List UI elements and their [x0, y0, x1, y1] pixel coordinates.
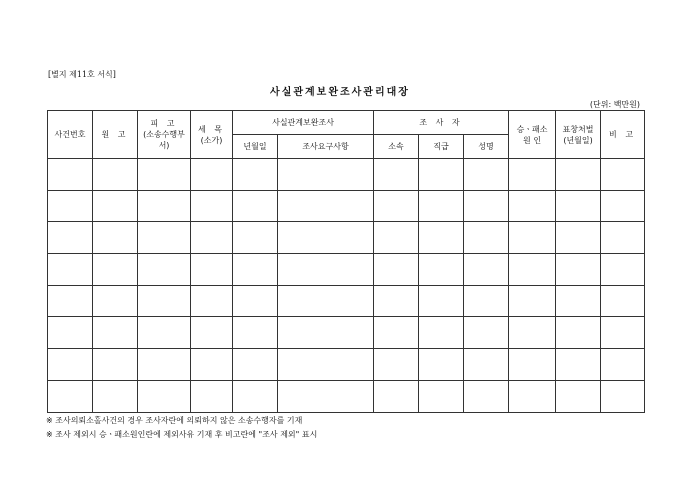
header-commendation-line2: (년월일): [563, 135, 593, 145]
table-row: [48, 222, 645, 254]
cell-remarks[interactable]: [601, 317, 645, 349]
cell-defendant[interactable]: [138, 222, 191, 254]
cell-rank[interactable]: [419, 254, 464, 286]
cell-rank[interactable]: [419, 380, 464, 412]
cell-commendation[interactable]: [556, 317, 601, 349]
header-defendant: [138, 111, 191, 159]
cell-remarks[interactable]: [601, 380, 645, 412]
cell-rank[interactable]: [419, 222, 464, 254]
cell-tax-item[interactable]: [191, 317, 233, 349]
cell-tax-item[interactable]: [191, 380, 233, 412]
cell-plaintiff[interactable]: [93, 380, 138, 412]
cell-plaintiff[interactable]: [93, 285, 138, 317]
header-remarks: 비 고: [601, 111, 645, 159]
cell-remarks[interactable]: [601, 285, 645, 317]
cell-affiliation[interactable]: [374, 222, 419, 254]
header-tax-item-line1: 세 목: [198, 124, 225, 134]
cell-rank[interactable]: [419, 285, 464, 317]
header-defendant-line1: 피 고: [150, 119, 178, 128]
footnote-1: ※ 조사의뢰소홀사건의 경우 조사자란에 의뢰하지 않은 소송수행자를 기재: [46, 416, 303, 425]
cell-win-loss-cause[interactable]: [509, 222, 556, 254]
cell-commendation[interactable]: [556, 380, 601, 412]
cell-date[interactable]: [233, 285, 278, 317]
cell-affiliation[interactable]: [374, 190, 419, 222]
cell-affiliation[interactable]: [374, 349, 419, 381]
footnote-2: ※ 조사 제외시 승ㆍ패소원인란에 제외사유 기재 후 비고란에 "조사 제외" 표시: [46, 430, 318, 439]
cell-case-number[interactable]: [48, 254, 93, 286]
header-rank: 직급: [419, 135, 464, 159]
cell-defendant[interactable]: [138, 190, 191, 222]
document-title: 사실관계보완조사관리대장: [270, 87, 410, 98]
ledger-body: [48, 159, 645, 413]
header-date: 년월일: [233, 135, 278, 159]
cell-tax-item[interactable]: [191, 222, 233, 254]
cell-case-number[interactable]: [48, 317, 93, 349]
cell-plaintiff[interactable]: [93, 254, 138, 286]
cell-rank[interactable]: [419, 159, 464, 191]
cell-tax-item[interactable]: [191, 285, 233, 317]
header-commendation: [556, 111, 601, 159]
cell-win-loss-cause[interactable]: [509, 380, 556, 412]
header-investigator: 조 사 자: [374, 111, 509, 135]
cell-defendant[interactable]: [138, 285, 191, 317]
cell-date[interactable]: [233, 190, 278, 222]
investigation-ledger-table: [47, 110, 645, 413]
cell-case-number[interactable]: [48, 349, 93, 381]
cell-name[interactable]: [464, 285, 509, 317]
table-row: [48, 380, 645, 412]
header-tax-item: [191, 111, 233, 159]
cell-remarks[interactable]: [601, 222, 645, 254]
cell-commendation[interactable]: [556, 222, 601, 254]
footnotes: [46, 414, 317, 442]
cell-affiliation[interactable]: [374, 285, 419, 317]
cell-commendation[interactable]: [556, 349, 601, 381]
cell-rank[interactable]: [419, 190, 464, 222]
cell-defendant[interactable]: [138, 380, 191, 412]
cell-name[interactable]: [464, 254, 509, 286]
cell-win-loss-cause[interactable]: [509, 190, 556, 222]
cell-name[interactable]: [464, 317, 509, 349]
table-row: [48, 254, 645, 286]
unit-note: (단위: 백만원): [589, 100, 640, 109]
cell-date[interactable]: [233, 317, 278, 349]
cell-case-number[interactable]: [48, 190, 93, 222]
cell-request-items[interactable]: [278, 317, 374, 349]
cell-case-number[interactable]: [48, 380, 93, 412]
cell-name[interactable]: [464, 159, 509, 191]
header-plaintiff: 원 고: [93, 111, 138, 159]
cell-request-items[interactable]: [278, 380, 374, 412]
cell-defendant[interactable]: [138, 254, 191, 286]
header-tax-item-line2: (소가): [200, 135, 223, 145]
cell-date[interactable]: [233, 349, 278, 381]
cell-defendant[interactable]: [138, 317, 191, 349]
header-win-loss-line2: 원 인: [523, 135, 542, 145]
cell-plaintiff[interactable]: [93, 159, 138, 191]
cell-plaintiff[interactable]: [93, 349, 138, 381]
cell-date[interactable]: [233, 380, 278, 412]
cell-tax-item[interactable]: [191, 190, 233, 222]
cell-win-loss-cause[interactable]: [509, 349, 556, 381]
cell-win-loss-cause[interactable]: [509, 317, 556, 349]
cell-remarks[interactable]: [601, 349, 645, 381]
cell-request-items[interactable]: [278, 190, 374, 222]
cell-tax-item[interactable]: [191, 349, 233, 381]
cell-win-loss-cause[interactable]: [509, 159, 556, 191]
header-defendant-line2: (소송수행부서): [143, 130, 185, 150]
cell-affiliation[interactable]: [374, 317, 419, 349]
table-row: [48, 159, 645, 191]
cell-case-number[interactable]: [48, 222, 93, 254]
cell-name[interactable]: [464, 349, 509, 381]
table-row: [48, 317, 645, 349]
cell-request-items[interactable]: [278, 285, 374, 317]
cell-request-items[interactable]: [278, 349, 374, 381]
cell-plaintiff[interactable]: [93, 190, 138, 222]
header-commendation-line1: 표창처벌: [562, 124, 594, 134]
cell-commendation[interactable]: [556, 190, 601, 222]
cell-plaintiff[interactable]: [93, 317, 138, 349]
header-case-number: 사건번호: [48, 111, 93, 159]
header-request-items: 조사요구사항: [278, 135, 374, 159]
cell-tax-item[interactable]: [191, 254, 233, 286]
cell-date[interactable]: [233, 222, 278, 254]
cell-rank[interactable]: [419, 349, 464, 381]
cell-date[interactable]: [233, 159, 278, 191]
cell-win-loss-cause[interactable]: [509, 285, 556, 317]
cell-request-items[interactable]: [278, 254, 374, 286]
cell-tax-item[interactable]: [191, 159, 233, 191]
header-win-loss-line1: 승ㆍ패소: [516, 124, 548, 134]
header-name: 성명: [464, 135, 509, 159]
cell-request-items[interactable]: [278, 159, 374, 191]
cell-rank[interactable]: [419, 317, 464, 349]
cell-remarks[interactable]: [601, 190, 645, 222]
cell-name[interactable]: [464, 190, 509, 222]
cell-case-number[interactable]: [48, 285, 93, 317]
cell-plaintiff[interactable]: [93, 222, 138, 254]
cell-remarks[interactable]: [601, 159, 645, 191]
cell-commendation[interactable]: [556, 285, 601, 317]
cell-date[interactable]: [233, 254, 278, 286]
header-affiliation: 소속: [374, 135, 419, 159]
cell-case-number[interactable]: [48, 159, 93, 191]
cell-request-items[interactable]: [278, 222, 374, 254]
cell-commendation[interactable]: [556, 254, 601, 286]
cell-defendant[interactable]: [138, 159, 191, 191]
table-row: [48, 349, 645, 381]
header-fact-supplement: 사실관계보완조사: [233, 111, 374, 135]
cell-remarks[interactable]: [601, 254, 645, 286]
cell-affiliation[interactable]: [374, 380, 419, 412]
cell-commendation[interactable]: [556, 159, 601, 191]
cell-name[interactable]: [464, 380, 509, 412]
cell-win-loss-cause[interactable]: [509, 254, 556, 286]
cell-defendant[interactable]: [138, 349, 191, 381]
form-number-label: [별지 제11호 서식]: [48, 70, 116, 79]
cell-name[interactable]: [464, 222, 509, 254]
cell-affiliation[interactable]: [374, 159, 419, 191]
table-row: [48, 285, 645, 317]
cell-affiliation[interactable]: [374, 254, 419, 286]
header-win-loss-cause: [509, 111, 556, 159]
table-row: [48, 190, 645, 222]
